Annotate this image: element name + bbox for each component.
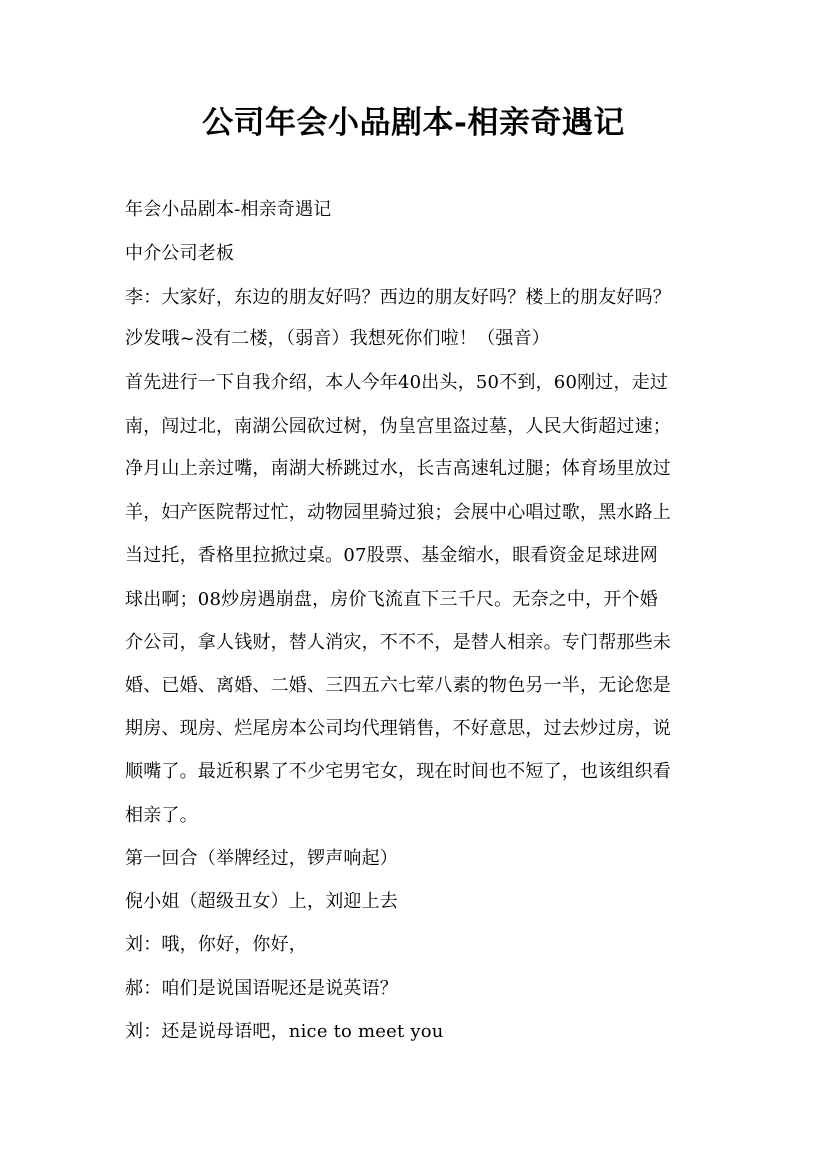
paragraph-line: 首先进行一下自我介绍，本人今年40出头，50不到，60刚过，走过	[125, 372, 669, 393]
paragraph-line: 李：大家好，东边的朋友好吗？西边的朋友好吗？楼上的朋友好吗？	[125, 287, 671, 308]
paragraph-line: 刘：哦，你好，你好，	[125, 934, 307, 955]
paragraph-line: 郝：咱们是说国语呢还是说英语？	[125, 978, 398, 999]
paragraph-line: 倪小姐（超级丑女）上，刘迎上去	[125, 891, 398, 912]
paragraph-line: 相亲了。	[125, 805, 198, 826]
paragraph-line: 介公司，拿人钱财，替人消灾，不不不，是替人相亲。专门帮那些未	[125, 632, 671, 653]
paragraph-line: 中介公司老板	[125, 243, 235, 264]
paragraph-line: 期房、现房、烂尾房本公司均代理销售，不好意思，过去炒过房，说	[125, 718, 671, 739]
paragraph-line: 南，闯过北，南湖公园砍过树，伪皇宫里盗过墓，人民大街超过速；	[125, 416, 671, 437]
paragraph-line: 净月山上亲过嘴，南湖大桥跳过水，长吉高速轧过腿；体育场里放过	[125, 458, 671, 479]
paragraph-line: 婚、已婚、离婚、二婚、三四五六七荤八素的物色另一半，无论您是	[125, 675, 671, 696]
paragraph-line: 球出啊；08炒房遇崩盘，房价飞流直下三千尺。无奈之中，开个婚	[125, 589, 658, 610]
document-title: 公司年会小品剧本-相亲奇遇记	[202, 105, 625, 141]
paragraph-line: 羊，妇产医院帮过忙，动物园里骑过狼；会展中心唱过歌，黑水路上	[125, 502, 671, 523]
paragraph-line: 沙发哦~没有二楼，（弱音）我想死你们啦！（强音）	[125, 328, 550, 349]
paragraph-line: 年会小品剧本-相亲奇遇记	[125, 199, 332, 220]
paragraph-line: 当过托，香格里拉掀过桌。07股票、基金缩水，眼看资金足球进网	[125, 545, 658, 566]
paragraph-line: 第一回合（举牌经过，锣声响起）	[125, 848, 398, 869]
paragraph-line: 顺嘴了。最近积累了不少宅男宅女，现在时间也不短了，也该组织看	[125, 761, 671, 782]
paragraph-line: 刘：还是说母语吧，nice to meet you	[125, 1021, 444, 1042]
